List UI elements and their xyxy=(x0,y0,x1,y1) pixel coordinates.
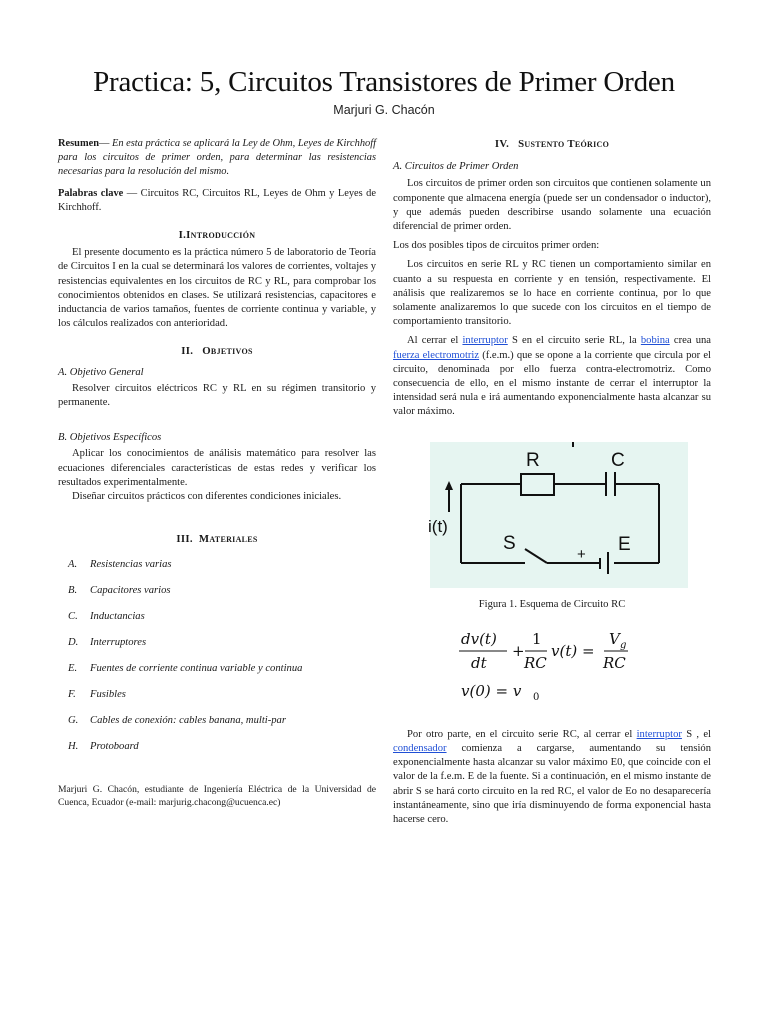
list-item xyxy=(58,740,376,766)
keywords xyxy=(58,187,376,215)
theory-paragraph-3: Los circuitos en serie RL y RC tienen un comportamiento similar en cuanto a su respuesta en corriente y en tensión, respectivamente. El análisis que realizaremos se lo hace en corriente continua, por lo que solamente analizaremos lo que sucede con los circuitos en el tiempo de comportamiento transitorio. xyxy=(393,259,711,328)
theory-paragraph-1: Los circuitos de primer orden son circuitos que contienen solamente un componente que almacena energía (puede ser un condensador o inductor), y que además pueden describirse usando solamente una ecuación diferencial de primer orden. xyxy=(393,178,711,233)
list-item xyxy=(58,584,376,610)
eq-initial-sub: 0 xyxy=(533,691,540,703)
objectives-heading: II. Objetivos xyxy=(181,345,253,358)
intro-heading: I.Introducción xyxy=(178,229,256,241)
rc-circuit-figure xyxy=(430,442,688,588)
general-objective-text: Resolver circuitos eléctricos RC y RL en su régimen transitorio y permanente. xyxy=(58,382,376,409)
condensador-link[interactable]: condensador xyxy=(393,743,447,755)
author-name: Marjuri G. Chacón xyxy=(333,103,435,117)
keywords-dash: — xyxy=(123,188,141,199)
interruptor-link[interactable]: interruptor xyxy=(462,335,508,347)
resistor-symbol xyxy=(521,474,554,495)
eq-plus: + xyxy=(512,641,525,660)
eq-den-1: dt xyxy=(471,653,487,672)
abstract-label: Resumen xyxy=(58,138,99,149)
list-item-key: E. xyxy=(68,663,78,675)
general-objective-title: A. Objetivo General xyxy=(58,366,144,378)
specific-objective-2: Diseñar circuitos prácticos con diferentes condiciones iniciales. xyxy=(72,491,342,503)
eq-num-1: dv(t) xyxy=(461,629,497,648)
keywords-label: Palabras clave xyxy=(58,188,124,199)
bobina-link[interactable]: bobina xyxy=(640,335,670,347)
eq-initial-condition: v(0) = v xyxy=(461,681,522,700)
eq-num-3: V xyxy=(609,629,620,648)
fuerza-electromotriz-link[interactable]: fuerza electromotriz xyxy=(393,349,480,361)
right-column xyxy=(393,137,711,827)
eq-num-2: 1 xyxy=(532,629,542,648)
intro-paragraph: El presente documento es la práctica número 5 de laboratorio de Teoría de Circuitos I en la cual se determinará los valores de corrientes, voltajes y resistencias equivalentes en los circuitos de RC y RL, para comprobar los conocimientos obtenidos en clases. Se utilizará resistencias, capacitores e inductancia de varios tamaños, fuentes de corriente continua y variable, y los cálculos realizados con anterioridad. xyxy=(58,247,376,330)
list-item-key: G. xyxy=(68,715,79,727)
p5-text-a: Por otro parte, en el circuito serie RC, al cerrar el xyxy=(407,728,637,740)
specific-objective-1: Aplicar los conocimientos de análisis matemático para resolver las ecuaciones diferenciales características de estas redes y verificar los resultados experimentalmente. xyxy=(58,448,376,488)
label-e: E xyxy=(618,533,631,555)
label-c: C xyxy=(611,449,625,471)
p4-text-c: crea una xyxy=(669,335,711,347)
paper-title: Practica: 5, Circuitos Transistores de Primer Orden xyxy=(93,66,675,98)
list-item-key: C. xyxy=(68,611,78,623)
label-plus: + xyxy=(577,545,586,563)
theory-subsection-a: A. Circuitos de Primer Orden xyxy=(393,161,519,173)
figure-caption: Figura 1. Esquema de Circuito RC xyxy=(478,598,626,610)
list-item xyxy=(58,714,376,740)
list-item xyxy=(58,558,376,584)
eq-den-3: RC xyxy=(603,653,626,672)
list-item-key: B. xyxy=(68,585,78,597)
eq-vt: v(t) = xyxy=(551,641,595,660)
list-item-key: D. xyxy=(68,637,79,649)
theory-paragraph-4 xyxy=(393,334,711,419)
p4-text-b: S en el circuito serie RL, la xyxy=(507,335,641,347)
list-item-text: Inductancias xyxy=(90,611,145,623)
p4-text-a: Al cerrar el xyxy=(407,335,463,347)
author-footnote: Marjuri G. Chacón, estudiante de Ingeniería Eléctrica de la Universidad de Cuenca, Ecuador (e-mail: marjurig.chacong@ucuenca.ec) xyxy=(58,784,376,808)
list-item-text: Fuentes de corriente continua variable y continua xyxy=(90,663,303,675)
list-item xyxy=(58,688,376,714)
list-item-text: Capacitores varios xyxy=(90,585,171,597)
list-item-key: F. xyxy=(68,689,76,701)
p5-text-b: S , el xyxy=(681,728,711,740)
abstract-text: En esta práctica se aplicará la Ley de Ohm, Leyes de Kirchhoff para los circuitos de primer orden, para determinar las resistencias necesarias para la resolución del mismo. xyxy=(58,138,376,177)
list-item-text: Fusibles xyxy=(90,689,126,701)
list-item xyxy=(58,662,376,688)
current-arrow-head xyxy=(445,481,453,490)
list-item-key: A. xyxy=(68,559,78,571)
interruptor-link-2[interactable]: interruptor xyxy=(636,728,682,740)
materials-heading: III. Materiales xyxy=(176,533,258,546)
abstract xyxy=(58,137,376,179)
list-item-text: Resistencias varias xyxy=(90,559,172,571)
rc-equation xyxy=(459,626,711,706)
p4-text-d: (f.e.m.) que se opone a la corriente que circula por el circuito, denominada por ello fuerza contra-electromotriz. Como consecuencia de ello, en el mismo instante de cerrar el interruptor la intensidad será nula e irá aumentando exponencialmente hasta alcanzar su valor máximo. xyxy=(393,349,712,418)
equation-graphic xyxy=(459,626,679,706)
rc-circuit-diagram xyxy=(430,442,688,588)
theory-heading: IV. Sustento Teórico xyxy=(494,138,610,150)
list-item-text: Interruptores xyxy=(90,637,147,649)
list-item-key: H. xyxy=(68,741,79,753)
p5-text-c: comienza a cargarse, aumentando su tensión exponencialmente hasta alcanzar su valor máximo E0, que coincide con el valor de la f.e.m. E de la fuente. Si a continuación, en el mismo instante de abrir S se hará corto circuito en la red RC, el valor de Eo no desaparecería instantáneamente, sino que iría disminuyendo de forma exponencial hasta hacerse cero. xyxy=(393,743,711,826)
label-s: S xyxy=(503,532,516,554)
eq-den-2: RC xyxy=(524,653,547,672)
abstract-dash: — xyxy=(98,138,112,149)
specific-objectives-title: B. Objetivos Específicos xyxy=(58,432,162,444)
theory-paragraph-2: Los dos posibles tipos de circuitos primer orden: xyxy=(393,240,600,252)
left-column xyxy=(58,137,376,809)
materials-list xyxy=(58,558,376,766)
eq-num-3-sub: g xyxy=(620,639,627,651)
list-item-text: Protoboard xyxy=(90,741,139,753)
label-r: R xyxy=(526,449,540,471)
label-current: i(t) xyxy=(428,516,448,536)
keywords-text: Circuitos RC, Circuitos RL, Leyes de Ohm y Leyes de Kirchhoff. xyxy=(58,188,376,213)
list-item-text: Cables de conexión: cables banana, multi-par xyxy=(90,715,286,727)
theory-paragraph-5 xyxy=(393,728,711,827)
list-item xyxy=(58,610,376,636)
list-item xyxy=(58,636,376,662)
switch-blade xyxy=(525,549,547,563)
